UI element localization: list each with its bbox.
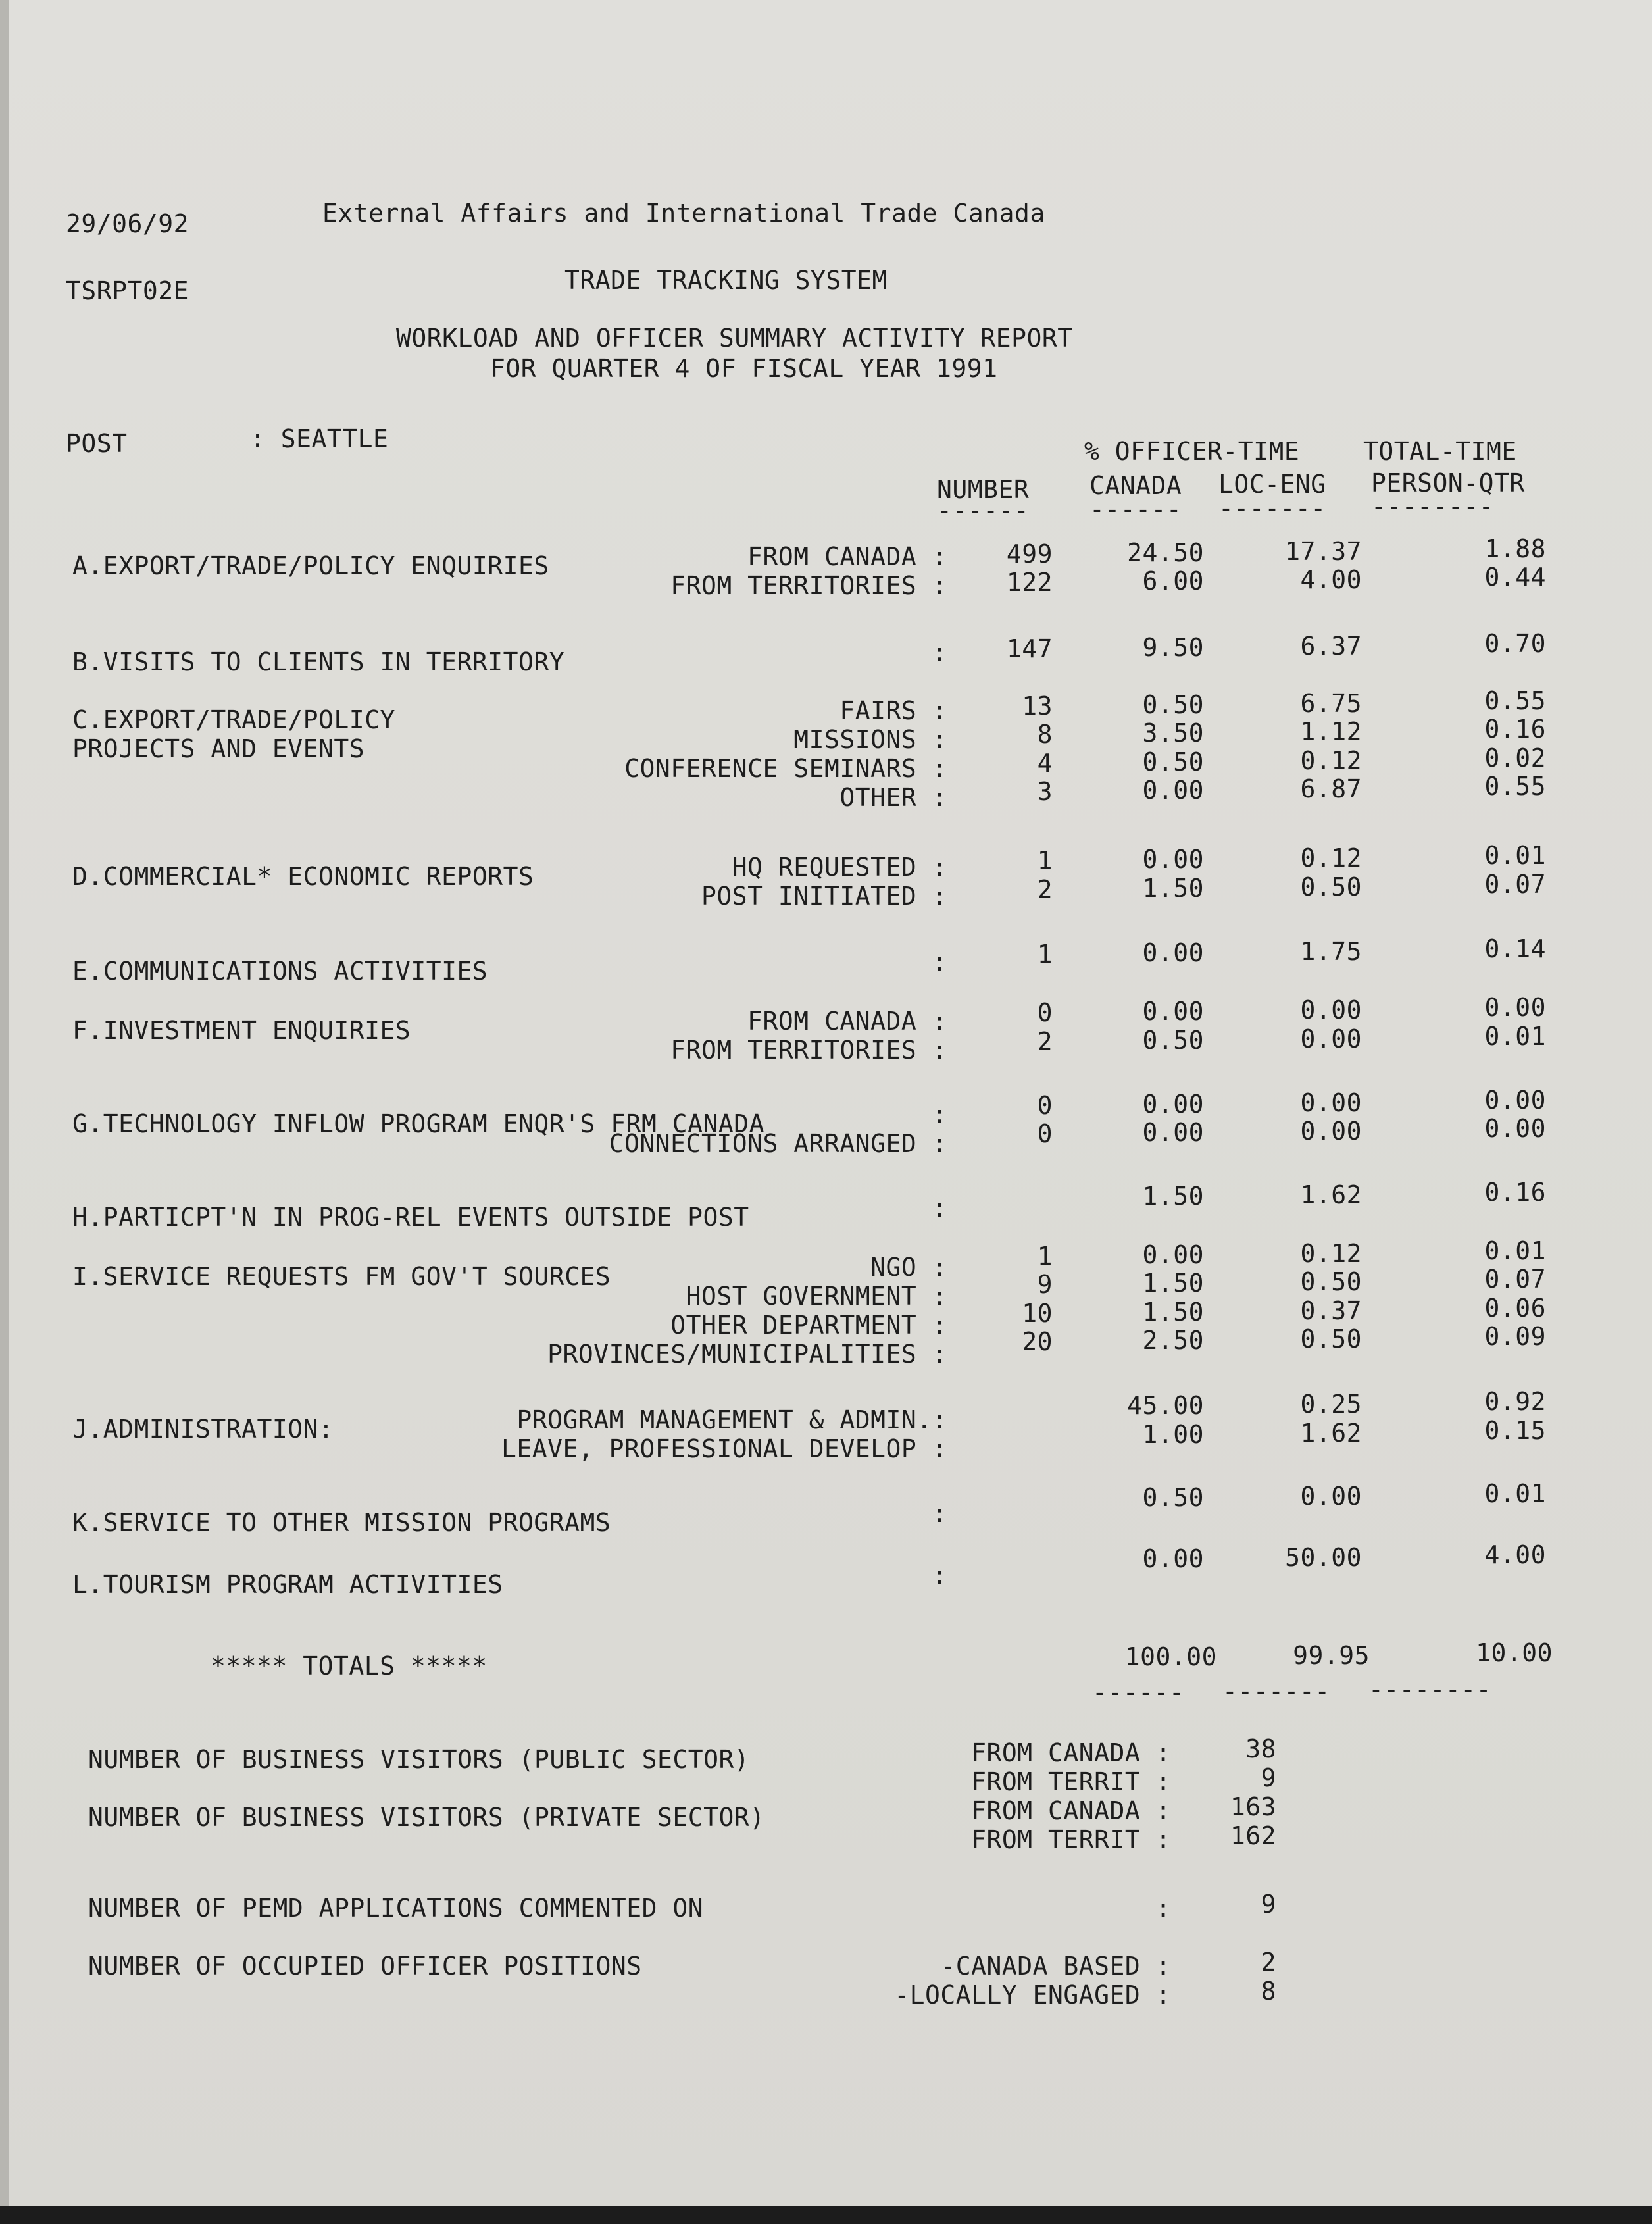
col-person-qtr: PERSON-QTR xyxy=(1371,468,1525,497)
row-canada-pct: 0.50 xyxy=(1142,747,1204,776)
row-number: 9 xyxy=(1037,1270,1053,1299)
col-canada-rule: ------ xyxy=(1089,495,1182,524)
row-label: H.PARTICPT'N IN PROG-REL EVENTS OUTSIDE POST xyxy=(72,1203,749,1232)
row-loceng-pct: 1.12 xyxy=(1300,717,1362,746)
row-canada-pct: 0.50 xyxy=(1142,1483,1204,1512)
report-date: 29/06/92 xyxy=(66,209,189,238)
row-label: K.SERVICE TO OTHER MISSION PROGRAMS xyxy=(72,1508,611,1537)
row-sublabel: PROGRAM MANAGEMENT & ADMIN.: xyxy=(516,1405,947,1434)
row-total-person-qtr: 0.06 xyxy=(1484,1294,1546,1323)
row-sublabel: FROM CANADA : xyxy=(747,1007,947,1036)
totals-total: 10.00 xyxy=(1476,1638,1553,1667)
row-label: I.SERVICE REQUESTS FM GOV'T SOURCES xyxy=(72,1262,611,1291)
row-loceng-pct: 0.00 xyxy=(1300,1482,1362,1511)
row-loceng-pct: 6.87 xyxy=(1300,774,1362,803)
row-total-person-qtr: 0.01 xyxy=(1484,1479,1546,1508)
page-bottom-edge xyxy=(0,2206,1652,2224)
footer-sublabel: FROM CANADA : xyxy=(971,1796,1171,1825)
footer-value: 163 xyxy=(1230,1792,1276,1821)
report-title-line1: WORKLOAD AND OFFICER SUMMARY ACTIVITY REPORT xyxy=(396,324,1073,353)
footer-sublabel: : xyxy=(1155,1894,1171,1923)
row-label: PROJECTS AND EVENTS xyxy=(72,734,365,763)
row-loceng-pct: 0.12 xyxy=(1300,844,1362,872)
row-loceng-pct: 6.75 xyxy=(1300,689,1362,718)
totals-label: ***** TOTALS ***** xyxy=(211,1652,488,1681)
totals-canada: 100.00 xyxy=(1124,1642,1217,1671)
row-loceng-pct: 0.00 xyxy=(1300,1024,1362,1053)
row-total-person-qtr: 0.15 xyxy=(1484,1416,1546,1445)
row-sublabel: : xyxy=(932,948,947,976)
col-number-rule: ------ xyxy=(937,496,1030,525)
row-loceng-pct: 50.00 xyxy=(1285,1543,1362,1572)
footer-sublabel: -CANADA BASED : xyxy=(940,1952,1171,1981)
footer-value: 8 xyxy=(1261,1977,1276,2006)
row-canada-pct: 1.50 xyxy=(1142,1298,1204,1327)
row-total-person-qtr: 0.09 xyxy=(1484,1322,1546,1351)
row-canada-pct: 0.50 xyxy=(1142,690,1204,719)
col-loc-eng: LOC-ENG xyxy=(1218,470,1326,499)
row-canada-pct: 0.00 xyxy=(1142,938,1204,967)
row-number: 1 xyxy=(1037,940,1053,969)
row-sublabel: CONNECTIONS ARRANGED : xyxy=(609,1129,947,1158)
row-loceng-pct: 0.00 xyxy=(1300,1117,1362,1146)
row-canada-pct: 1.50 xyxy=(1142,1182,1204,1211)
row-sublabel: FAIRS : xyxy=(839,696,947,725)
row-total-person-qtr: 0.00 xyxy=(1484,1114,1546,1143)
row-loceng-pct: 0.00 xyxy=(1300,1088,1362,1117)
row-number: 2 xyxy=(1037,875,1053,904)
row-sublabel: NGO : xyxy=(870,1253,947,1282)
row-number: 499 xyxy=(1006,540,1053,569)
row-number: 13 xyxy=(1022,692,1053,720)
row-loceng-pct: 0.25 xyxy=(1300,1390,1362,1419)
row-sublabel: FROM TERRITORIES : xyxy=(670,1036,947,1065)
totals-total-rule: -------- xyxy=(1368,1675,1492,1704)
row-total-person-qtr: 0.02 xyxy=(1484,744,1546,772)
organization-name: External Affairs and International Trade Canada xyxy=(322,199,1045,228)
footer-value: 2 xyxy=(1261,1948,1276,1977)
row-loceng-pct: 0.12 xyxy=(1300,1239,1362,1268)
row-canada-pct: 0.00 xyxy=(1142,1090,1204,1119)
row-number: 122 xyxy=(1006,568,1053,597)
row-total-person-qtr: 0.00 xyxy=(1484,1086,1546,1115)
row-sublabel: FROM CANADA : xyxy=(747,542,947,571)
row-number: 20 xyxy=(1022,1327,1053,1356)
totals-loceng: 99.95 xyxy=(1293,1641,1370,1670)
row-sublabel: PROVINCES/MUNICIPALITIES : xyxy=(547,1340,947,1369)
row-canada-pct: 0.00 xyxy=(1142,1544,1204,1573)
row-canada-pct: 24.50 xyxy=(1127,538,1204,567)
row-loceng-pct: 17.37 xyxy=(1285,537,1362,566)
row-canada-pct: 2.50 xyxy=(1142,1326,1204,1355)
row-sublabel: MISSIONS : xyxy=(793,725,947,754)
footer-value: 9 xyxy=(1261,1763,1276,1792)
col-canada: CANADA xyxy=(1089,471,1182,500)
row-loceng-pct: 0.37 xyxy=(1300,1296,1362,1325)
row-number: 4 xyxy=(1037,749,1053,778)
row-sublabel: HOST GOVERNMENT : xyxy=(686,1282,947,1311)
totals-loceng-rule: ------- xyxy=(1222,1677,1330,1706)
row-canada-pct: 45.00 xyxy=(1127,1391,1204,1420)
row-label: D.COMMERCIAL* ECONOMIC REPORTS xyxy=(72,862,534,891)
row-total-person-qtr: 0.14 xyxy=(1484,934,1546,963)
row-loceng-pct: 0.12 xyxy=(1300,746,1362,775)
row-total-person-qtr: 0.92 xyxy=(1484,1387,1546,1416)
row-total-person-qtr: 0.16 xyxy=(1484,1178,1546,1207)
row-number: 1 xyxy=(1037,1242,1053,1271)
row-loceng-pct: 1.75 xyxy=(1300,937,1362,966)
row-canada-pct: 1.00 xyxy=(1142,1420,1204,1449)
row-canada-pct: 0.00 xyxy=(1142,776,1204,805)
row-sublabel: : xyxy=(932,1100,947,1129)
report-code: TSRPT02E xyxy=(66,276,189,305)
row-total-person-qtr: 0.07 xyxy=(1484,1265,1546,1294)
row-canada-pct: 9.50 xyxy=(1142,633,1204,662)
row-canada-pct: 0.00 xyxy=(1142,845,1204,874)
row-loceng-pct: 1.62 xyxy=(1300,1419,1362,1448)
col-officer-time: % OFFICER-TIME xyxy=(1084,437,1300,466)
page-left-edge xyxy=(0,0,9,2224)
row-number: 3 xyxy=(1037,777,1053,806)
row-label: A.EXPORT/TRADE/POLICY ENQUIRIES xyxy=(72,551,549,580)
footer-value: 9 xyxy=(1261,1890,1276,1919)
footer-sublabel: FROM TERRIT : xyxy=(971,1767,1171,1796)
system-name: TRADE TRACKING SYSTEM xyxy=(564,266,888,295)
row-sublabel: POST INITIATED : xyxy=(701,882,947,911)
col-loceng-rule: ------- xyxy=(1218,493,1326,522)
row-sublabel: FROM TERRITORIES : xyxy=(670,571,947,600)
row-canada-pct: 1.50 xyxy=(1142,1269,1204,1298)
row-label: J.ADMINISTRATION: xyxy=(72,1415,334,1444)
row-number: 1 xyxy=(1037,846,1053,875)
row-canada-pct: 0.00 xyxy=(1142,997,1204,1026)
row-number: 0 xyxy=(1037,1119,1053,1148)
row-loceng-pct: 6.37 xyxy=(1300,632,1362,661)
row-label: E.COMMUNICATIONS ACTIVITIES xyxy=(72,957,488,986)
col-total-rule: -------- xyxy=(1371,492,1495,521)
row-loceng-pct: 4.00 xyxy=(1300,565,1362,594)
row-total-person-qtr: 0.00 xyxy=(1484,993,1546,1022)
row-number: 2 xyxy=(1037,1027,1053,1056)
row-sublabel: : xyxy=(932,1499,947,1528)
footer-label: NUMBER OF BUSINESS VISITORS (PUBLIC SECTOR) xyxy=(88,1745,750,1774)
row-sublabel: : xyxy=(932,1561,947,1590)
row-total-person-qtr: 0.07 xyxy=(1484,870,1546,899)
row-total-person-qtr: 0.01 xyxy=(1484,1236,1546,1265)
footer-sublabel: FROM TERRIT : xyxy=(971,1825,1171,1854)
footer-value: 38 xyxy=(1245,1734,1276,1763)
row-sublabel: : xyxy=(932,638,947,667)
row-loceng-pct: 0.00 xyxy=(1300,996,1362,1024)
row-total-person-qtr: 0.55 xyxy=(1484,686,1546,715)
row-canada-pct: 3.50 xyxy=(1142,719,1204,747)
row-canada-pct: 6.00 xyxy=(1142,567,1204,595)
row-sublabel: OTHER : xyxy=(839,783,947,812)
report-title-line2: FOR QUARTER 4 OF FISCAL YEAR 1991 xyxy=(490,354,998,383)
row-sublabel: CONFERENCE SEMINARS : xyxy=(624,754,947,783)
post-value: : SEATTLE xyxy=(250,424,389,453)
row-total-person-qtr: 0.16 xyxy=(1484,715,1546,744)
col-total-time: TOTAL-TIME xyxy=(1363,437,1517,466)
footer-sublabel: -LOCALLY ENGAGED : xyxy=(894,1981,1171,2009)
row-number: 147 xyxy=(1006,634,1053,663)
row-sublabel: OTHER DEPARTMENT : xyxy=(670,1311,947,1340)
footer-label: NUMBER OF PEMD APPLICATIONS COMMENTED ON xyxy=(88,1894,704,1923)
row-loceng-pct: 0.50 xyxy=(1300,1267,1362,1296)
row-label: B.VISITS TO CLIENTS IN TERRITORY xyxy=(72,647,565,676)
row-canada-pct: 0.50 xyxy=(1142,1026,1204,1055)
row-total-person-qtr: 0.01 xyxy=(1484,841,1546,870)
row-total-person-qtr: 0.70 xyxy=(1484,629,1546,658)
row-label: C.EXPORT/TRADE/POLICY xyxy=(72,705,395,734)
row-number: 10 xyxy=(1022,1299,1053,1328)
col-number: NUMBER xyxy=(937,475,1030,504)
row-loceng-pct: 0.50 xyxy=(1300,872,1362,901)
row-number: 0 xyxy=(1037,1091,1053,1120)
row-total-person-qtr: 0.44 xyxy=(1484,563,1546,592)
row-loceng-pct: 0.50 xyxy=(1300,1325,1362,1353)
row-total-person-qtr: 0.55 xyxy=(1484,772,1546,801)
row-canada-pct: 0.00 xyxy=(1142,1118,1204,1147)
row-canada-pct: 1.50 xyxy=(1142,874,1204,903)
row-loceng-pct: 1.62 xyxy=(1300,1180,1362,1209)
row-total-person-qtr: 0.01 xyxy=(1484,1022,1546,1051)
row-number: 8 xyxy=(1037,720,1053,749)
footer-sublabel: FROM CANADA : xyxy=(971,1738,1171,1767)
footer-value: 162 xyxy=(1230,1821,1276,1850)
row-sublabel: : xyxy=(932,1194,947,1223)
footer-label: NUMBER OF OCCUPIED OFFICER POSITIONS xyxy=(88,1952,642,1981)
row-number: 0 xyxy=(1037,998,1053,1027)
row-label: G.TECHNOLOGY INFLOW PROGRAM ENQR'S FRM CANADA xyxy=(72,1109,765,1138)
row-total-person-qtr: 1.88 xyxy=(1484,534,1546,563)
row-sublabel: HQ REQUESTED : xyxy=(732,853,947,882)
row-label: L.TOURISM PROGRAM ACTIVITIES xyxy=(72,1570,503,1599)
row-total-person-qtr: 4.00 xyxy=(1484,1540,1546,1569)
totals-canada-rule: ------ xyxy=(1092,1678,1185,1707)
post-label: POST xyxy=(66,429,128,458)
footer-label: NUMBER OF BUSINESS VISITORS (PRIVATE SECTOR) xyxy=(88,1803,765,1832)
row-canada-pct: 0.00 xyxy=(1142,1240,1204,1269)
row-label: F.INVESTMENT ENQUIRIES xyxy=(72,1016,411,1045)
row-sublabel: LEAVE, PROFESSIONAL DEVELOP : xyxy=(501,1434,947,1463)
